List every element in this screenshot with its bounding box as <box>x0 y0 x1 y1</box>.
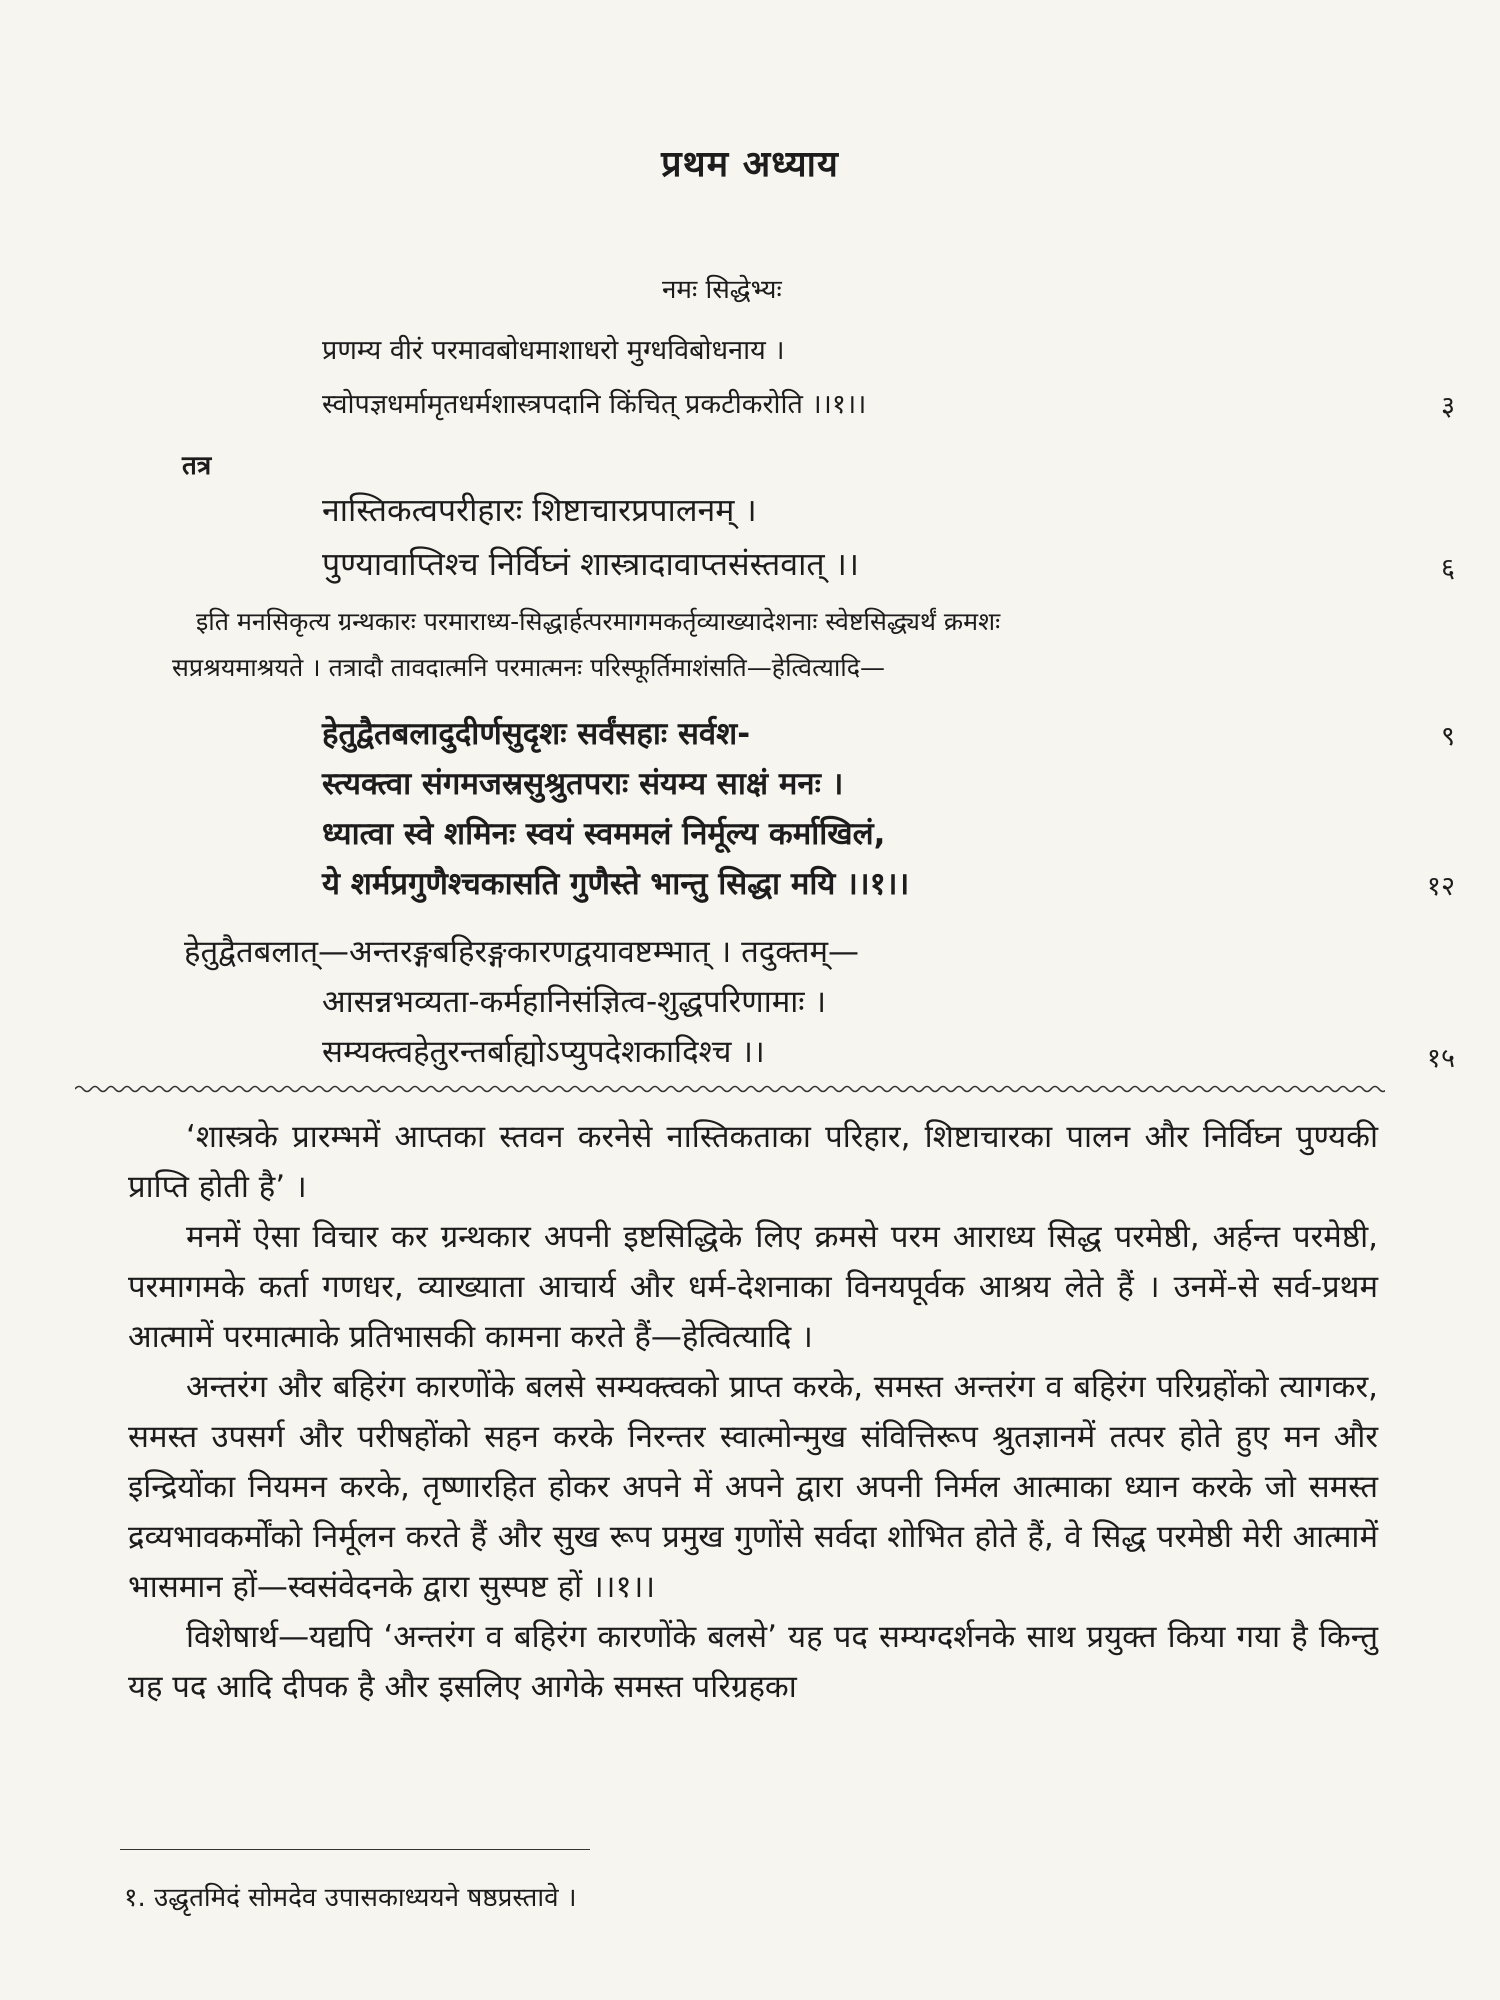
commentary-line1: हेतुद्वैतबलात्—अन्तरङ्गबहिरङ्गकारणद्वयावष्टम्भात् । तदुक्तम्— <box>184 934 860 970</box>
verse3-line1: हेतुद्वैतबलादुदीर्णसुदृशः सर्वंसहाः सर्वश- <box>322 716 751 752</box>
invocation: नमः सिद्धेभ्यः <box>662 275 782 305</box>
verse3-line2: स्त्यक्त्वा संगमजस्रसुश्रुतपराः संयम्य साक्षं मनः । <box>322 766 844 802</box>
footnote-rule <box>120 1849 590 1850</box>
chapter-title: प्रथम अध्याय <box>661 144 839 185</box>
translation-para: विशेषार्थ—यद्यपि ‘अन्तरंग व बहिरंग कारणोंके बलसे’ यह पद सम्यग्दर्शनके साथ प्रयुक्त किया गया है किन्तु यह पद आदि दीपक है और इसलिए आगेके समस्त परिग्रहका <box>128 1619 1378 1705</box>
line-number: ९ <box>1440 721 1455 752</box>
verse1-line1: प्रणम्य वीरं परमावबोधमाशाधरो मुग्धविबोधनाय । <box>322 335 785 366</box>
translation-para: अन्तरंग और बहिरंग कारणोंके बलसे सम्यक्त्वको प्राप्त करके, समस्त अन्तरंग व बहिरंग परिग्रहोंको त्यागकर, समस्त उपसर्ग और परीषहोंको सहन करके निरन्तर स्वात्मोन्मुख संवित्तिरूप श्रुतज्ञानमें तत्पर होते हुए मन और इन्द्रियोंका नियमन करके, तृष्णारहित होकर अपने में अपने द्वारा अपनी निर्मल आत्माका ध्यान करके जो समस्त द्रव्यभावकर्मोंको निर्मूलन करते हैं और सुख रूप प्रमुख गुणोंसे सर्वदा शोभित होते हैं, वे सिद्ध परमेष्ठी मेरी आत्मामें भासमान हों—स्वसंवेदनके द्वारा सुस्पष्ट हों ।।१।। <box>128 1369 1378 1605</box>
line-number: ६ <box>1440 553 1455 584</box>
translation-para: मनमें ऐसा विचार कर ग्रन्थकार अपनी इष्टसिद्धिके लिए क्रमसे परम आराध्य सिद्ध परमेष्ठी, अर्हन्त परमेष्ठी, परमागमके कर्ता गणधर, व्याख्याता आचार्य और धर्म-देशनाका विनयपूर्वक आश्रय लेते हैं । उनमें-से सर्व-प्रथम आत्मामें परमात्माके प्रतिभासकी कामना करते हैं—हेत्वित्यादि । <box>128 1219 1378 1355</box>
prose1-line1: इति मनसिकृत्य ग्रन्थकारः परमाराध्य-सिद्धार्हत्परमागमकर्तृव्याख्यादेशनाः स्वेष्टसिद्ध्यर्थं क्रमशः <box>196 607 1001 636</box>
commentary-line2: आसन्नभव्यता-कर्महानिसंज्ञित्व-शुद्धपरिणामाः । <box>322 984 827 1020</box>
verse1-line2: स्वोपज्ञधर्मामृतधर्मशास्त्रपदानि किंचित् प्रकटीकरोति ।।१।। <box>322 389 867 420</box>
footnote: १. उद्धृतमिदं सोमदेव उपासकाध्ययने षष्ठप्रस्तावे । <box>124 1883 577 1913</box>
prose1-line2: सप्रश्रयमाश्रयते । तत्रादौ तावदात्मनि परमात्मनः परिस्फूर्तिमाशंसति—हेत्वित्यादि— <box>172 653 886 682</box>
translation-para: ‘शास्त्रके प्रारम्भमें आप्तका स्तवन करनेसे नास्तिकताका परिहार, शिष्टाचारका पालन और निर्विघ्न पुण्यकी प्राप्ति होती है’ । <box>128 1119 1378 1205</box>
line-number: १५ <box>1426 1043 1455 1074</box>
wavy-divider <box>75 1082 1385 1096</box>
commentary-line3: सम्यक्त्वहेतुरन्तर्बाह्योऽप्युपदेशकादिश्च ।। <box>322 1034 765 1070</box>
line-number: १२ <box>1426 871 1455 902</box>
verse3-line4: ये शर्मप्रगुणैश्चकासति गुणैस्ते भान्तु सिद्धा मयि ।।१।। <box>322 866 910 902</box>
tatra-heading: तत्र <box>182 451 212 481</box>
hindi-translation <box>128 1112 1378 1712</box>
verse2-line2: पुण्यावाप्तिश्च निर्विघ्नं शास्त्रादावाप्तसंस्तवात् ।। <box>322 545 860 583</box>
line-number: ३ <box>1440 391 1455 422</box>
verse3-line3: ध्यात्वा स्वे शमिनः स्वयं स्वममलं निर्मूल्य कर्माखिलं, <box>322 816 886 852</box>
verse2-line1: नास्तिकत्वपरीहारः शिष्टाचारप्रपालनम् । <box>322 491 757 529</box>
